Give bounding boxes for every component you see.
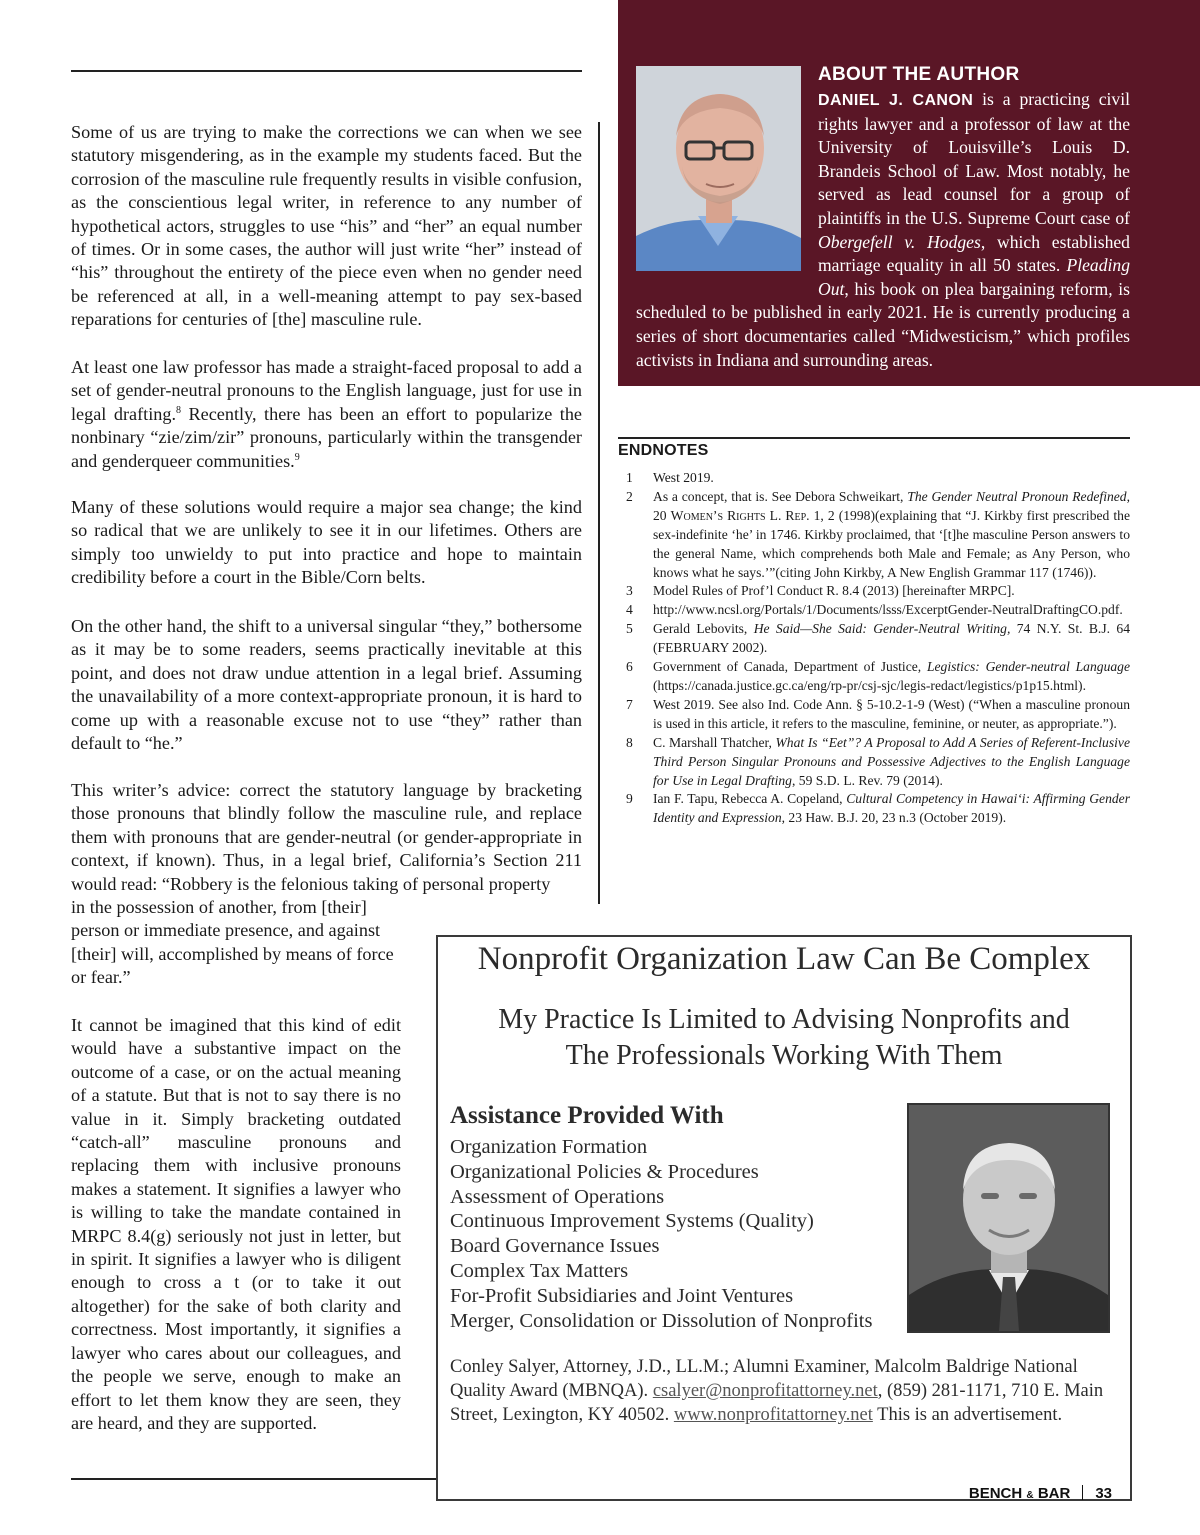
endnote-text: L. bbox=[765, 507, 786, 523]
author-book-title: Pleading Out bbox=[818, 255, 1130, 299]
ad-service-item: Organization Formation bbox=[450, 1136, 648, 1158]
endnote-text: , 59 S.D. L. Rev. 79 (2014). bbox=[791, 772, 943, 788]
endnotes-rule bbox=[618, 437, 1130, 439]
endnote-text: West 2019. bbox=[653, 470, 714, 485]
endnote-number: 9 bbox=[626, 791, 633, 807]
endnote-text: 74 N.Y. St. B.J. 64 (FEBRUARY 2002). bbox=[653, 621, 1130, 656]
endnote-text: Model Rules of Prof’l Conduct R. 8.4 (2013) [hereinafter MRPC]. bbox=[653, 583, 1015, 599]
endnote-ref-8[interactable]: 8 bbox=[176, 404, 181, 416]
ad-subtitle-line-1: My Practice Is Limited to Advising Nonprofits and bbox=[498, 1004, 1070, 1035]
endnote-journal: Rep. bbox=[785, 507, 810, 523]
author-name: DANIEL J. CANON bbox=[818, 92, 974, 109]
ad-assistance-heading: Assistance Provided With bbox=[450, 1102, 724, 1129]
ad-contact-c: This is an advertisement. bbox=[872, 1405, 1063, 1426]
ad-subtitle bbox=[438, 1002, 1130, 1074]
endnote-text: , 23 Haw. B.J. 20, 23 n.3 (October 2019). bbox=[781, 810, 1007, 826]
page-number: 33 bbox=[1095, 1485, 1112, 1502]
footer-bench: BENCH bbox=[968, 1485, 1023, 1502]
column-divider bbox=[598, 122, 600, 904]
article-paragraph-1: Some of us are trying to make the corrections we can when we see statutory misgendering, as in the example my students faced. But the corrosion of the masculine rule frequently results in visible confusion, as the conscientious legal writer, in reference to any number of hypothetical actors, struggles to use “his” and “her” an equal number of times. Or in some cases, the author will just write “her” instead of “his” throughout the entirety of the piece even when no gender need be referenced at all, in a well-meaning attempt to pay sex-based reparations for centuries of [the] masculine rule. bbox=[71, 122, 582, 330]
ad-service-item: Organizational Policies & Procedures bbox=[450, 1160, 759, 1183]
endnote-number: 8 bbox=[626, 734, 633, 750]
endnote-7 bbox=[622, 696, 1130, 734]
endnote-number: 1 bbox=[626, 470, 633, 485]
ad-service-item: For-Profit Subsidiaries and Joint Ventures bbox=[450, 1284, 794, 1307]
endnotes-list bbox=[622, 469, 1130, 828]
footer-amp: & bbox=[1026, 1490, 1034, 1501]
endnote-text: Gerald Lebovits, bbox=[653, 621, 754, 637]
endnote-text: C. Marshall Thatcher, bbox=[653, 734, 776, 750]
endnote-3 bbox=[622, 582, 1130, 601]
article-paragraph-5: This writer’s advice: correct the statutory language by bracketing those pronouns that blindly follow the masculine rule, and replace them with pronouns that are gender-neutral (or gender-appropriate in context, if known). Thus, in a legal brief, California’s Section 211 would read: “Robbery is the felonious taking of personal property bbox=[71, 780, 582, 894]
endnote-number: 3 bbox=[626, 583, 633, 599]
endnote-text: West 2019. See also Ind. Code Ann. § 5-10.2-1-9 (West) (“When a masculine pronoun is used in this article, it refers to the masculine, feminine, or neuter, as appropriate.”). bbox=[653, 696, 1130, 731]
ad-website-link[interactable]: www.nonprofitattorney.net bbox=[673, 1405, 873, 1426]
nonprofit-law-ad bbox=[436, 935, 1132, 1501]
endnote-url[interactable]: http://www.ncsl.org/Portals/1/Documents/lsss/ExcerptGender-NeutralDraftingCO.pdf. bbox=[653, 602, 1123, 618]
footer-bar: BAR bbox=[1037, 1485, 1071, 1502]
top-rule bbox=[71, 70, 582, 72]
endnote-1 bbox=[622, 469, 1130, 488]
article-paragraph-5-continued: in the possession of another, from [their] person or immediate presence, and against [their] will, accomplished by means of force or fear.” bbox=[71, 897, 394, 988]
endnote-title: Cultural Competency in Hawai‘i: Affirming Gender Identity and Expression bbox=[653, 791, 1130, 826]
paragraph-2-text-a: At least one law professor has made a straight-faced proposal to add a set of gender-neutral pronouns to the English language, just for use in legal drafting. bbox=[71, 357, 582, 424]
ad-contact-b: , (859) 281-1171, 710 E. Main Street, Lexington, KY 40502. bbox=[450, 1381, 1104, 1426]
endnote-4[interactable] bbox=[622, 601, 1130, 620]
author-bio-b: , which established marriage equality in all 50 states. bbox=[818, 231, 1130, 276]
ad-service-item: Continuous Improvement Systems (Quality) bbox=[450, 1210, 814, 1233]
endnote-title: Legistics: Gender-neutral Language bbox=[926, 659, 1130, 675]
ad-email-link[interactable]: csalyer@nonprofitattorney.net bbox=[652, 1381, 878, 1402]
endnote-journal: Women’s Rights bbox=[670, 507, 766, 523]
article-paragraph-2 bbox=[71, 356, 582, 473]
attorney-portrait-image bbox=[909, 1105, 1108, 1331]
endnote-title: He Said—She Said: Gender-Neutral Writing, bbox=[753, 621, 1011, 637]
endnote-text: As a concept, that is. See Debora Schweikart, bbox=[653, 488, 908, 504]
article-paragraph-6: It cannot be imagined that this kind of edit would have a substantive impact on the outcome of a case, or on the actual meaning of a statute. But that is not to say there is no value in it. Simply bracketing outdated “catch-all” masculine pronouns and replacing them with inclusive pronouns makes a statement. It signifies a lawyer who is willing to take the mandate contained in MRPC 8.4(g) seriously not just in letter, but in spirit. It signifies a lawyer who is diligent enough to cross a t (or to take it out altogether) for the sake of both clarity and correctness. Most importantly, it signifies a lawyer who cares about our colleagues, and the people we serve, enough to make an effort to let them know they are seen, they are heard, and they are supported. bbox=[71, 1015, 401, 1433]
endnote-number: 5 bbox=[626, 621, 633, 637]
endnote-text: Ian F. Tapu, Rebecca A. Copeland, bbox=[653, 791, 847, 807]
page-footer bbox=[969, 1485, 1112, 1502]
author-bio-a: is a practicing civil rights lawyer and a professor of law at the University of Louisville’s Louis D. Brandeis School of Law. Most notably, he served as lead counsel for a group of plaintiffs in the U.S. Supreme Court case of bbox=[818, 89, 1131, 228]
endnote-text: 1, 2 (1998)(explaining that “J. Kirkby first prescribed the sex-indefinite ‘he’ in 1746. Kirkby proclaimed, that ‘[t]he masculine Person answers to the general Name, which comprehends both Male and Female; as Any Person, who knows what he says.’”(citing John Kirkby, A New English Grammar 117 (1746)). bbox=[653, 507, 1130, 580]
author-bio bbox=[636, 88, 1130, 372]
ad-contact-a: Conley Salyer, Attorney, J.D., LL.M.; Alumni Examiner, Malcolm Baldrige National Quality Award (MBNQA). bbox=[450, 1357, 1078, 1402]
endnote-8 bbox=[622, 734, 1130, 791]
ad-title: Nonprofit Organization Law Can Be Complex bbox=[477, 941, 1091, 977]
about-author-heading: ABOUT THE AUTHOR bbox=[818, 64, 1020, 85]
article-paragraph-3: Many of these solutions would require a major sea change; the kind so radical that we are unlikely to see it in our lifetimes. Others are simply too unwieldy to put into practice and hope to maintain credibility before a court in the Bible/Corn belts. bbox=[71, 497, 582, 588]
photo-wrap-spacer bbox=[636, 88, 818, 278]
endnote-number: 4 bbox=[626, 602, 633, 618]
endnote-text: (https://canada.justice.gc.ca/eng/rp-pr/csj-sjc/legis-redact/legistics/p1p15.html). bbox=[653, 677, 1086, 693]
endnote-2 bbox=[622, 488, 1130, 583]
endnotes-heading: ENDNOTES bbox=[618, 442, 709, 459]
author-case-title: Obergefell v. Hodges bbox=[818, 231, 981, 252]
endnote-5 bbox=[622, 620, 1130, 658]
ad-service-item: Merger, Consolidation or Dissolution of Nonprofits bbox=[450, 1309, 873, 1332]
endnote-text: Government of Canada, Department of Justice, bbox=[653, 659, 927, 675]
endnote-number: 2 bbox=[626, 488, 633, 504]
endnote-6 bbox=[622, 658, 1130, 696]
ad-service-item: Board Governance Issues bbox=[450, 1235, 660, 1258]
endnote-number: 7 bbox=[626, 696, 633, 712]
paragraph-2-text-b: Recently, there has been an effort to popularize the nonbinary “zie/zim/zir” pronouns, particularly within the transgender and genderqueer communities. bbox=[71, 403, 583, 471]
ad-service-item: Assessment of Operations bbox=[450, 1185, 665, 1208]
author-bio-c: , his book on plea bargaining reform, is scheduled to be published in early 2021. He is currently producing a series of short documentaries called “Midwesticism,” which profiles activists in Indiana and surrounding areas. bbox=[636, 278, 1130, 370]
ad-subtitle-line-2: The Professionals Working With Them bbox=[565, 1040, 1003, 1071]
footer-separator bbox=[1082, 1485, 1083, 1500]
endnote-title: What Is “Eet”? A Proposal to Add A Series of Referent-Inclusive Third Person Singular Pronouns and Possessive Adjectives to the English Language for Use in Legal Drafting bbox=[653, 734, 1130, 788]
endnote-ref-9[interactable]: 9 bbox=[294, 451, 300, 463]
endnote-number: 6 bbox=[626, 659, 633, 675]
ad-contact-info bbox=[450, 1355, 1120, 1428]
endnote-title: The Gender Neutral Pronoun Redefined bbox=[907, 488, 1127, 504]
ad-service-item: Complex Tax Matters bbox=[450, 1259, 629, 1282]
article-paragraph-4: On the other hand, the shift to a universal singular “they,” bothersome as it may be to some readers, seems practically inevitable at this point, and does not draw undue attention in a legal brief. Assuming the unavailability of a more context-appropriate pronoun, it is hard to come up with a reasonable excuse not to use “they” rather than default to “he.” bbox=[71, 616, 582, 754]
endnote-9 bbox=[622, 790, 1130, 828]
endnote-text: , 20 bbox=[653, 488, 1130, 523]
ad-attorney-photo bbox=[907, 1103, 1110, 1333]
ad-services-list bbox=[450, 1135, 872, 1333]
